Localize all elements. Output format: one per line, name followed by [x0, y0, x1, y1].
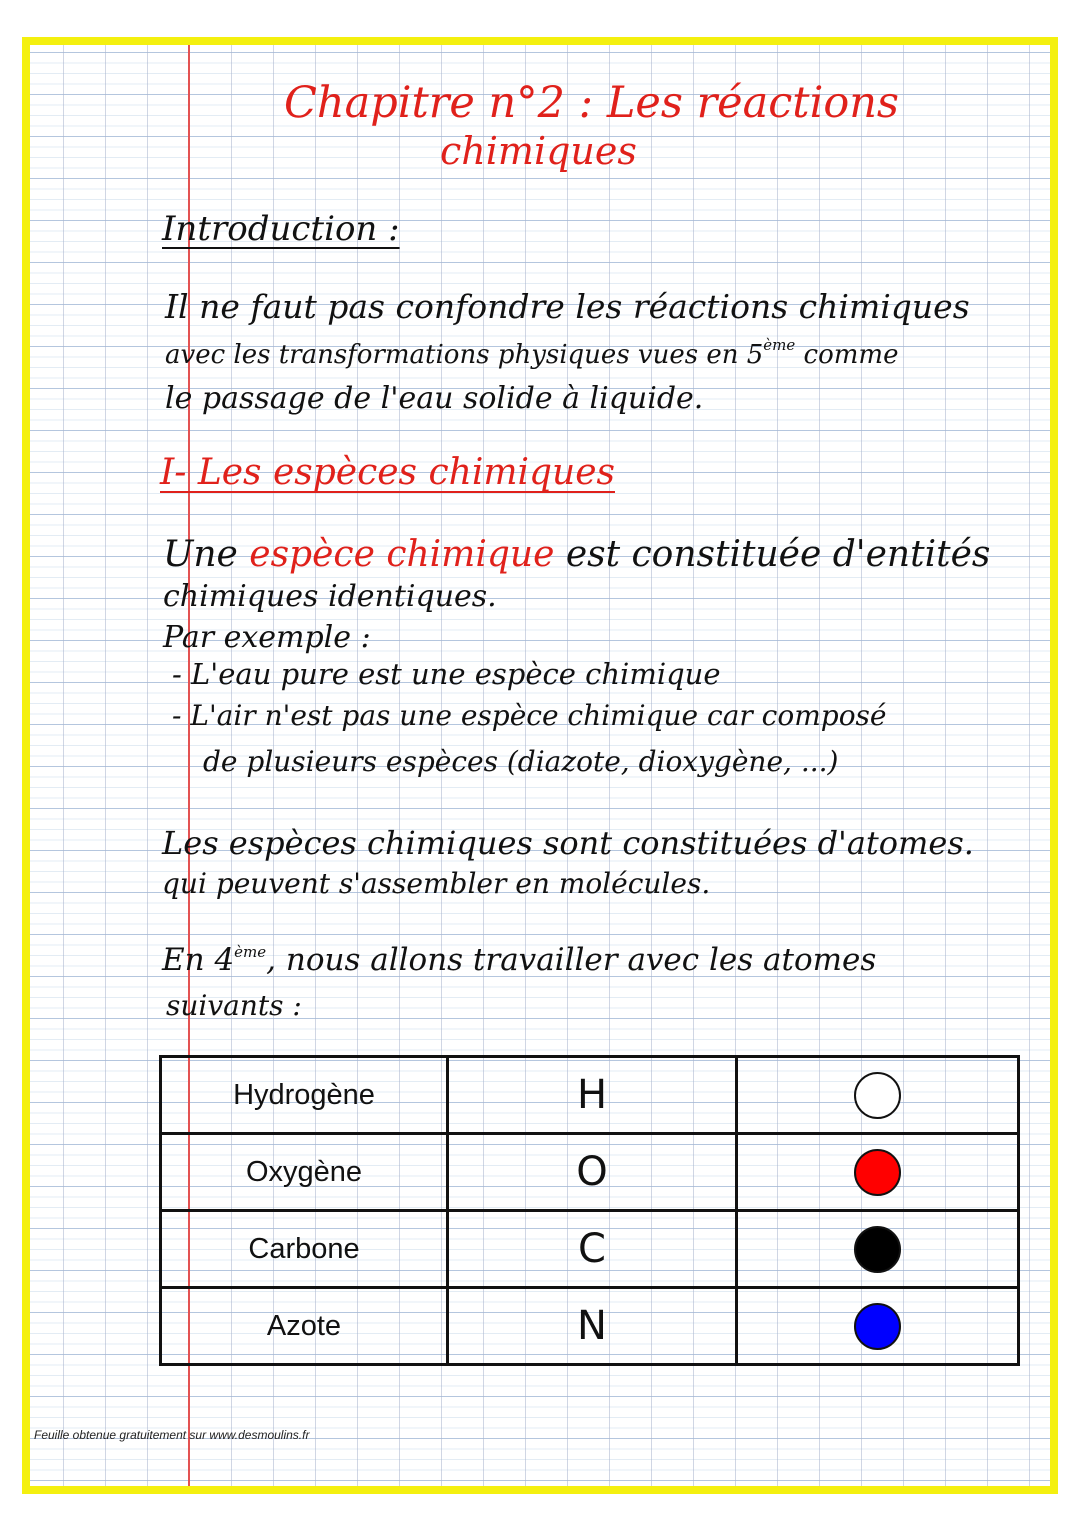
atom-symbol: N	[448, 1288, 737, 1365]
atoms-table	[159, 1055, 1020, 1366]
atom-model-cell	[737, 1288, 1019, 1365]
atoms-line-4: suivants :	[166, 989, 302, 1022]
atom-row	[161, 1211, 1019, 1288]
atom-row	[161, 1134, 1019, 1211]
atom-name: Carbone	[161, 1211, 448, 1288]
example-bullet-2-continued: de plusieurs espèces (diazote, dioxygène, ...)	[203, 745, 839, 778]
atom-model-cell	[737, 1057, 1019, 1134]
section-heading: I- Les espèces chimiques	[160, 452, 615, 493]
atom-model-cell	[737, 1134, 1019, 1211]
example-bullet-1: - L'eau pure est une espèce chimique	[172, 657, 721, 691]
atom-symbol: O	[448, 1134, 737, 1211]
atom-model-ball	[854, 1149, 901, 1196]
atom-model-cell	[737, 1211, 1019, 1288]
atom-name: Azote	[161, 1288, 448, 1365]
footer-credit: Feuille obtenue gratuitement sur www.desmoulins.fr	[34, 1428, 310, 1442]
definition-line-1: Une espèce chimique est constituée d'entités	[163, 534, 991, 575]
definition-line-2: chimiques identiques.	[163, 579, 497, 614]
intro-line-1: Il ne faut pas confondre les réactions chimiques	[165, 287, 970, 326]
atoms-line-1: Les espèces chimiques sont constituées d'atomes.	[162, 824, 974, 862]
intro-heading: Introduction :	[162, 209, 400, 249]
atom-name: Oxygène	[161, 1134, 448, 1211]
intro-line-2: avec les transformations physiques vues en 5ème comme	[165, 336, 899, 370]
chapter-title-continued: chimiques	[440, 129, 637, 173]
atom-model-ball	[854, 1072, 901, 1119]
atom-model-ball	[854, 1303, 901, 1350]
atom-row	[161, 1288, 1019, 1365]
atoms-line-2: qui peuvent s'assembler en molécules.	[162, 867, 711, 900]
definition-term: espèce chimique	[249, 534, 555, 575]
atoms-line-3: En 4ème, nous allons travailler avec les atomes	[162, 942, 877, 978]
atom-row	[161, 1057, 1019, 1134]
atom-model-ball	[854, 1226, 901, 1273]
atom-symbol: H	[448, 1057, 737, 1134]
chapter-title: Chapitre n°2 : Les réactions	[284, 78, 899, 128]
example-bullet-2: - L'air n'est pas une espèce chimique car composé	[172, 699, 887, 732]
intro-line-3: le passage de l'eau solide à liquide.	[165, 381, 704, 416]
atom-name: Hydrogène	[161, 1057, 448, 1134]
atom-symbol: C	[448, 1211, 737, 1288]
example-label: Par exemple :	[163, 620, 371, 655]
